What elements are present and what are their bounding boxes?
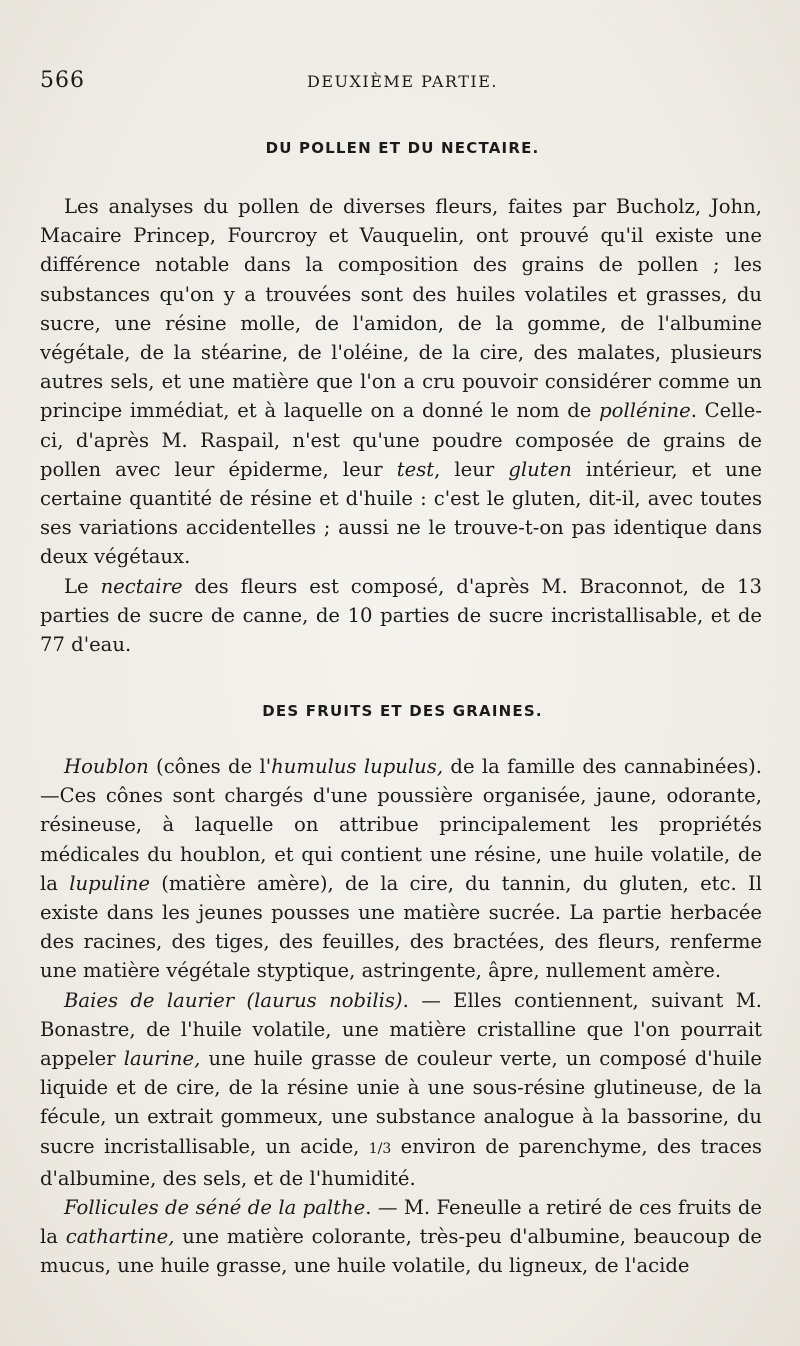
text-block-fruits	[40, 752, 762, 1281]
page-header	[40, 68, 765, 98]
text-span: environ de parenchyme, des traces d'albumine, des sels, et de l'humidité.	[40, 1134, 762, 1190]
text-span: (matière amère), de la cire, du tannin, du gluten, etc. Il existe dans les jeunes pousses une matière sucrée. La partie herbacée des racines, des tiges, des feuilles, des bractées, des fleurs, renferme une matière végétale styptique, astringente, âpre, nullement amère.	[40, 871, 762, 983]
section-heading-fruits: DES FRUITS ET DES GRAINES.	[262, 702, 543, 720]
paragraph-pollen	[40, 192, 762, 572]
paragraph-sene	[40, 1193, 762, 1281]
text-span: Le	[64, 574, 101, 598]
entry-laurier: Baies de laurier (laurus nobilis)	[64, 988, 403, 1012]
text-span: (cônes de l'	[148, 755, 272, 778]
term-laurine: laurine,	[123, 1047, 201, 1071]
text-span: une huile grasse de couleur verte, un composé d'huile liquide et de cire, de la résine unie à une sous-résine glutineuse, de la fécule, un extrait gommeux, une substance analogue à la bassorine, du sucre incristallisable, un acide,	[40, 1047, 762, 1158]
entry-houblon: Houblon	[64, 755, 149, 778]
paragraph-nectaire	[40, 572, 762, 660]
text-span: de la famille des cannabinées). —Ces cônes sont chargés d'une poussière organisée, jaune, odorante, résineuse, à laquelle on attribue principalement les propriétés médicales du houblon, et qui contient une résine, une huile volatile, de la	[40, 755, 762, 895]
term-lupuline: lupuline	[69, 871, 150, 895]
text-block-pollen	[40, 192, 762, 659]
text-span: Les analyses du pollen de diverses fleurs, faites par Bucholz, John, Macaire Princep, Fourcroy et Vauquelin, ont prouvé qu'il existe une différence notable dans la composition des grains de pollen ; les substances qu'on y a trouvées sont des huiles volatiles et grasses, du sucre, une résine molle, de l'amidon, de la gomme, de l'albumine végétale, de la stéarine, de l'oléine, de la cire, des malates, plusieurs autres sels, et une matière que l'on a cru pouvoir considérer comme un principe immédiat, et à laquelle on a donné le nom de	[40, 195, 762, 423]
latin-humulus: humulus lupulus,	[271, 755, 444, 778]
page-number: 566	[40, 68, 85, 93]
running-title: DEUXIÈME PARTIE.	[307, 72, 498, 91]
section-heading-pollen: DU POLLEN ET DU NECTAIRE.	[265, 139, 540, 157]
fraction-one-third: 1/3	[368, 1140, 392, 1157]
text-span: . — M. Feneulle a retiré de ces fruits de la	[40, 1196, 762, 1249]
term-gluten: gluten	[508, 457, 572, 481]
term-nectaire: nectaire	[100, 574, 183, 598]
paragraph-laurier	[40, 986, 762, 1193]
text-span: . — Elles contiennent, suivant M. Bonastre, de l'huile volatile, une matière cristalline que l'on pourrait appeler	[40, 988, 763, 1071]
text-span: , leur	[434, 457, 509, 481]
entry-sene: Follicules de séné de la palthe	[64, 1196, 366, 1220]
text-span: intérieur, et une certaine quantité de résine et d'huile : c'est le gluten, dit-il, avec toutes ses variations accidentelles ; aussi ne le trouve-t-on pas identique dans deux végétaux.	[40, 457, 762, 569]
term-test: test	[396, 457, 435, 481]
text-span: une matière colorante, très-peu d'albumine, beaucoup de mucus, une huile grasse, une huile volatile, du ligneux, de l'acide	[40, 1225, 762, 1278]
paragraph-houblon	[40, 752, 762, 986]
term-cathartine: cathartine,	[65, 1225, 175, 1249]
text-span: . Celle-ci, d'après M. Raspail, n'est qu'une poudre composée de grains de pollen avec leur épiderme, leur	[40, 399, 762, 481]
text-span: des fleurs est composé, d'après M. Braconnot, de 13 parties de sucre de canne, de 10 parties de sucre incristallisable, et de 77 d'eau.	[40, 574, 762, 657]
term-pollenine: pollénine	[599, 399, 691, 423]
